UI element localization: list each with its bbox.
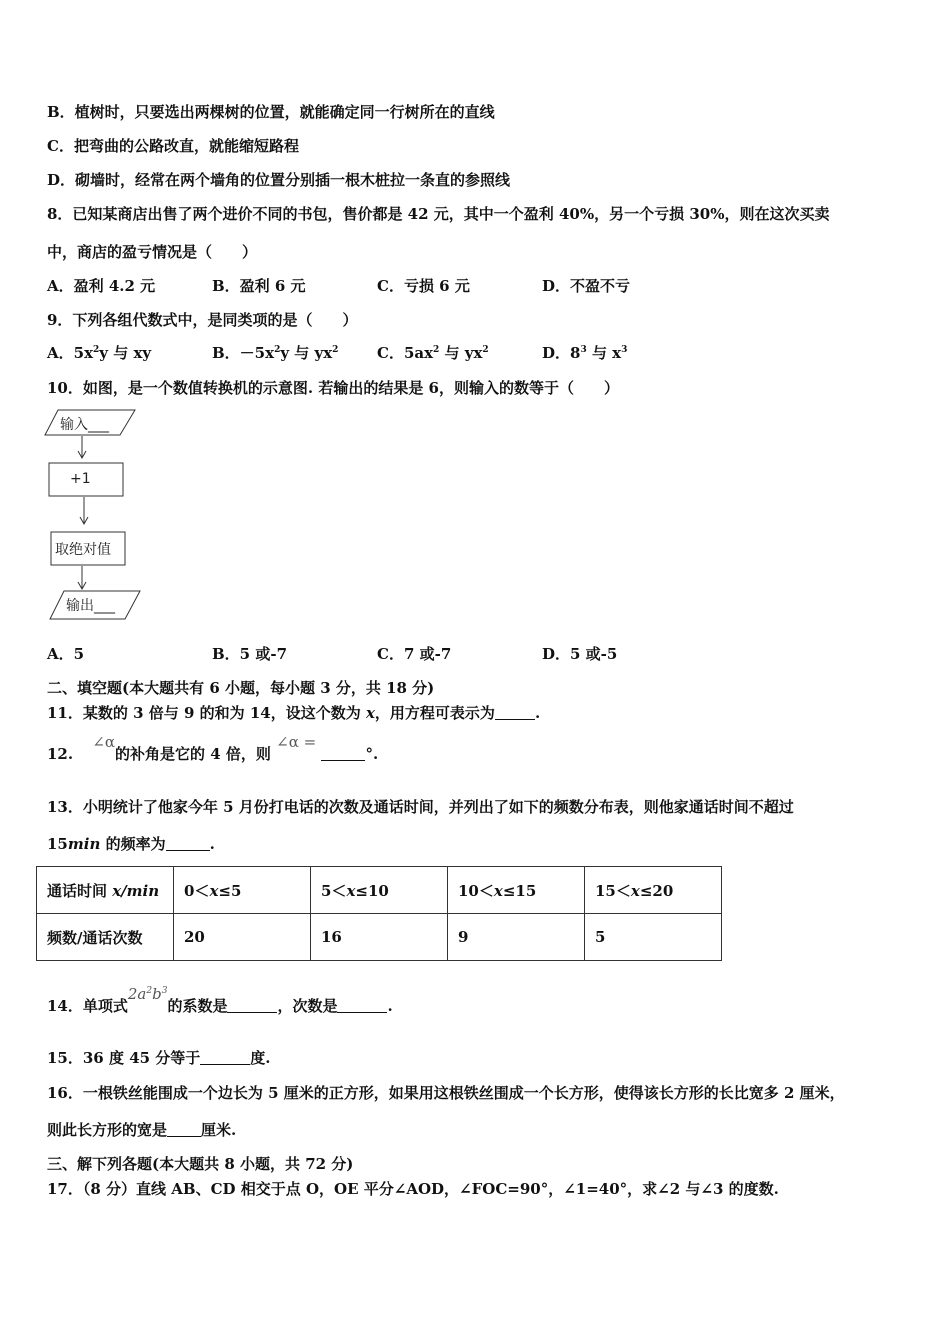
- q8-stem-line1: 8．已知某商店出售了两个进价不同的书包，售价都是 42 元，其中一个盈利 40%，另一个亏损 30%，则在这次买卖: [47, 205, 830, 223]
- q16-line1: 16．一根铁丝能围成一个边长为 5 厘米的正方形，如果用这根铁丝围成一个长方形，使得该长方形的长比宽多 2 厘米，: [47, 1084, 845, 1102]
- q16-line2: 则此长方形的宽是 厘米.: [47, 1121, 237, 1139]
- table-interval: 5＜x≤10: [311, 867, 448, 914]
- q10-stem: 10．如图，是一个数值转换机的示意图. 若输出的结果是 6，则输入的数等于（ ）: [47, 379, 619, 397]
- q8-option-c: C．亏损 6 元: [377, 277, 470, 295]
- q10-option-c: C．7 或-7: [377, 645, 452, 663]
- flow-add-text: +1: [70, 471, 91, 487]
- q13-stem-line1: 13．小明统计了他家今年 5 月份打电话的次数及通话时间，并列出了如下的频数分布表，则他家通话时间不超过: [47, 798, 794, 816]
- q8-stem-line2: 中，商店的盈亏情况是（ ）: [47, 243, 258, 261]
- q9-option-c: C．$5ax^2$ 与 $yx^2$: [377, 344, 489, 362]
- q12-alpha-1: ∠α: [92, 733, 116, 751]
- q9-option-b: B．$-5x^2y$ 与 $yx^2$: [212, 344, 339, 362]
- table-interval: 10＜x≤15: [448, 867, 585, 914]
- section-2-heading: 二、填空题(本大题共有 6 小题，每小题 3 分，共 18 分): [47, 679, 435, 697]
- q13-blank: [166, 836, 210, 851]
- q8-option-b: B．盈利 6 元: [212, 277, 306, 295]
- frequency-table: [36, 866, 722, 961]
- q13-stem-line2: 15min 的频率为 .: [47, 835, 215, 853]
- q10-flowchart: [40, 405, 160, 625]
- q10-option-d: D．5 或-5: [542, 645, 618, 663]
- q14-blank-2: [337, 998, 387, 1013]
- q10-option-b: B．5 或-7: [212, 645, 288, 663]
- table-row: [37, 914, 722, 961]
- q11: 11．某数的 3 倍与 9 的和为 14，设这个数为 x，用方程可表示为 .: [47, 704, 541, 722]
- q16-blank: [167, 1122, 201, 1137]
- q14: 14．单项式$2a^2b^3$的系数是 ，次数是 .: [47, 985, 393, 1015]
- table-row: [37, 867, 722, 914]
- q9-option-d: D．$8^3$ 与 $x^3$: [542, 344, 628, 362]
- q12-alpha-2: ∠α =: [276, 733, 317, 751]
- q7-option-b: B．植树时，只要选出两棵树的位置，就能确定同一行树所在的直线: [47, 103, 495, 121]
- q8-option-d: D．不盈不亏: [542, 277, 631, 295]
- q10-options: [47, 644, 907, 664]
- q9-options: [47, 343, 907, 363]
- q12: 12. ∠α的补角是它的 4 倍，则 ∠α = °.: [47, 733, 379, 763]
- table-interval: 0＜x≤5: [174, 867, 311, 914]
- q17: 17．（8 分）直线 AB、CD 相交于点 O，OE 平分∠AOD，∠FOC=90°，∠1=40°，求∠2 与∠3 的度数.: [47, 1180, 779, 1198]
- q15-blank: [200, 1050, 250, 1065]
- q8-options: [47, 276, 907, 296]
- q12-blank: [321, 746, 365, 761]
- q9-stem: 9．下列各组代数式中，是同类项的是（ ）: [47, 311, 358, 329]
- table-interval: 15＜x≤20: [585, 867, 722, 914]
- q14-blank-1: [227, 998, 277, 1013]
- q8-option-a: A．盈利 4.2 元: [47, 277, 156, 295]
- flow-abs-text: 取绝对值: [55, 542, 111, 558]
- table-count: 9: [448, 914, 585, 961]
- flow-output-text: 输出___: [66, 598, 115, 614]
- table-count: 20: [174, 914, 311, 961]
- table-count: 5: [585, 914, 722, 961]
- q10-option-a: A．5: [47, 645, 85, 663]
- q9-option-a: A．$5x^2y$ 与 xy: [47, 344, 152, 362]
- q11-blank: [495, 705, 535, 720]
- table-count: 16: [311, 914, 448, 961]
- section-3-heading: 三、解下列各题(本大题共 8 小题，共 72 分): [47, 1155, 354, 1173]
- table-header-label: 通话时间 x/min: [37, 867, 174, 914]
- q14-monomial: $2a^2b^3$: [127, 985, 168, 1003]
- flow-input-text: 输入___: [60, 417, 109, 433]
- q7-option-d: D．砌墙时，经常在两个墙角的位置分别插一根木桩拉一条直的参照线: [47, 171, 511, 189]
- table-row-label: 频数/通话次数: [37, 914, 174, 961]
- q15: 15．36 度 45 分等于 度.: [47, 1049, 271, 1067]
- q7-option-c: C．把弯曲的公路改直，就能缩短路程: [47, 137, 299, 155]
